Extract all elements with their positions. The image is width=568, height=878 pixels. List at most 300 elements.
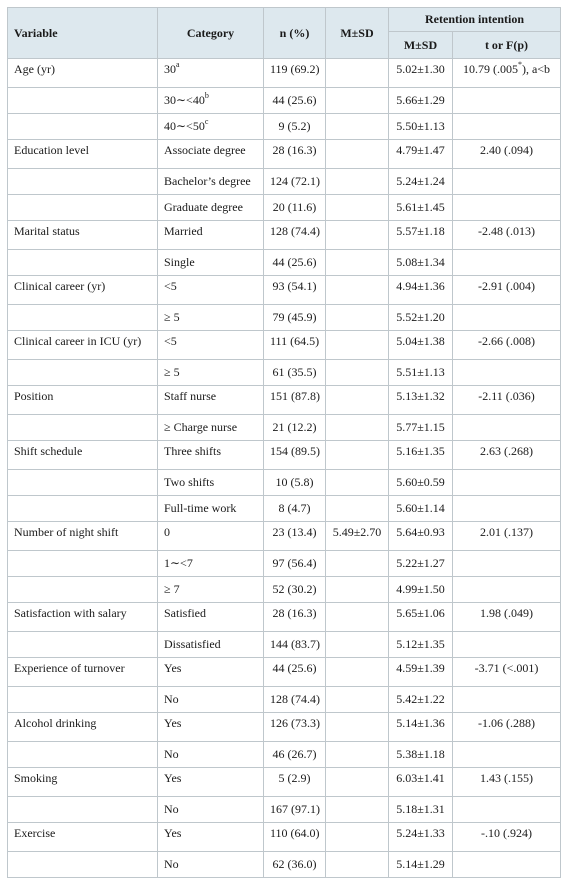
cell-retention-msd — [389, 577, 453, 603]
table-row — [8, 276, 561, 305]
table-row — [8, 415, 561, 441]
cell-retention-msd — [389, 250, 453, 276]
cell-retention-msd — [389, 331, 453, 360]
cell-variable — [8, 603, 158, 632]
cell-retention-test — [453, 250, 561, 276]
cell-n-percent-text: 110 (64.0) — [270, 826, 320, 840]
cell-msd — [326, 140, 389, 169]
cell-variable — [8, 169, 158, 195]
cell-category-text: Staff nurse — [164, 389, 217, 403]
cell-category — [158, 250, 264, 276]
cell-retention-msd-text: 4.79±1.47 — [396, 143, 445, 157]
cell-retention-msd — [389, 522, 453, 551]
cell-category — [158, 386, 264, 415]
cell-retention-msd — [389, 632, 453, 658]
cell-retention-test — [453, 852, 561, 878]
cell-variable — [8, 658, 158, 687]
cell-variable — [8, 59, 158, 88]
cell-retention-msd-text: 5.02±1.30 — [396, 62, 445, 76]
cell-n-percent — [264, 658, 326, 687]
cell-retention-msd-text: 5.52±1.20 — [396, 310, 445, 324]
cell-retention-msd-text: 5.51±1.13 — [396, 365, 445, 379]
cell-category — [158, 88, 264, 114]
cell-category-text: Single — [164, 255, 195, 269]
cell-msd — [326, 742, 389, 768]
cell-retention-test — [453, 470, 561, 496]
table-row — [8, 140, 561, 169]
cell-retention-test — [453, 169, 561, 195]
cell-category-text: Satisfied — [164, 606, 206, 620]
cell-variable — [8, 632, 158, 658]
cell-n-percent — [264, 713, 326, 742]
cell-category-text: ≥ 5 — [164, 365, 180, 379]
cell-retention-msd-text: 4.94±1.36 — [396, 279, 445, 293]
cell-retention-msd-text: 5.22±1.27 — [396, 556, 445, 570]
table-body — [8, 59, 561, 878]
cell-variable-text: Exercise — [14, 826, 56, 840]
cell-variable-text: Smoking — [14, 771, 58, 785]
cell-retention-test — [453, 386, 561, 415]
cell-msd — [326, 522, 389, 551]
cell-category — [158, 577, 264, 603]
cell-retention-msd-text: 5.08±1.34 — [396, 255, 445, 269]
cell-retention-test — [453, 88, 561, 114]
cell-retention-msd — [389, 603, 453, 632]
cell-n-percent — [264, 195, 326, 221]
cell-n-percent — [264, 797, 326, 823]
cell-n-percent — [264, 88, 326, 114]
cell-category — [158, 276, 264, 305]
cell-n-percent-text: 5 (2.9) — [278, 771, 311, 785]
cell-n-percent — [264, 470, 326, 496]
cell-retention-test-text: 1.43 (.155) — [480, 771, 533, 785]
header-retention-msd: M±SD — [389, 32, 453, 59]
cell-variable — [8, 250, 158, 276]
table-row — [8, 496, 561, 522]
cell-variable — [8, 140, 158, 169]
table-row — [8, 632, 561, 658]
cell-retention-msd — [389, 360, 453, 386]
cell-variable-text: Number of night shift — [14, 525, 119, 539]
table-row — [8, 470, 561, 496]
cell-category — [158, 415, 264, 441]
cell-n-percent — [264, 276, 326, 305]
cell-category-text: Bachelor’s degree — [164, 174, 251, 188]
cell-retention-msd-text: 5.24±1.24 — [396, 174, 445, 188]
cell-retention-test-text: -1.06 (.288) — [478, 716, 535, 730]
cell-n-percent — [264, 360, 326, 386]
cell-variable — [8, 522, 158, 551]
cell-retention-msd-text: 5.12±1.35 — [396, 637, 445, 651]
cell-retention-test — [453, 742, 561, 768]
cell-retention-test — [453, 551, 561, 577]
table-row — [8, 88, 561, 114]
cell-variable — [8, 114, 158, 140]
cell-n-percent — [264, 140, 326, 169]
cell-retention-msd — [389, 169, 453, 195]
cell-n-percent — [264, 415, 326, 441]
cell-retention-test — [453, 331, 561, 360]
cell-category-text: Yes — [164, 826, 182, 840]
cell-n-percent-text: 52 (30.2) — [272, 582, 317, 596]
cell-n-percent-text: 28 (16.3) — [272, 606, 317, 620]
cell-n-percent-text: 167 (97.1) — [270, 802, 320, 816]
cell-variable — [8, 577, 158, 603]
table-row — [8, 768, 561, 797]
cell-msd — [326, 305, 389, 331]
cell-retention-test-text: -2.48 (.013) — [478, 224, 535, 238]
cell-category-text: Two shifts — [164, 475, 215, 489]
cell-retention-msd-text: 5.60±1.14 — [396, 501, 445, 515]
table-row — [8, 250, 561, 276]
cell-retention-test-text: 10.79 (.005 — [462, 62, 518, 76]
cell-retention-msd-text: 5.13±1.32 — [396, 389, 445, 403]
cell-msd — [326, 441, 389, 470]
cell-msd — [326, 768, 389, 797]
cell-msd — [326, 195, 389, 221]
cell-n-percent — [264, 305, 326, 331]
cell-retention-msd-text: 5.18±1.31 — [396, 802, 445, 816]
cell-retention-msd — [389, 88, 453, 114]
table-row — [8, 852, 561, 878]
cell-category — [158, 360, 264, 386]
header-msd: M±SD — [326, 8, 389, 59]
cell-retention-test — [453, 59, 561, 88]
table-row — [8, 169, 561, 195]
cell-variable-text: Shift schedule — [14, 444, 83, 458]
cell-category — [158, 797, 264, 823]
cell-n-percent-text: 44 (25.6) — [272, 661, 317, 675]
cell-n-percent — [264, 59, 326, 88]
cell-category — [158, 221, 264, 250]
cell-retention-msd — [389, 496, 453, 522]
cell-category-superscript: c — [204, 117, 209, 126]
cell-retention-msd — [389, 687, 453, 713]
cell-category-text: <5 — [164, 279, 177, 293]
cell-n-percent — [264, 331, 326, 360]
cell-variable — [8, 470, 158, 496]
cell-n-percent-text: 61 (35.5) — [272, 365, 317, 379]
cell-category-text: Three shifts — [164, 444, 221, 458]
cell-msd — [326, 169, 389, 195]
cell-retention-msd — [389, 221, 453, 250]
cell-n-percent — [264, 852, 326, 878]
cell-category-text: <5 — [164, 334, 177, 348]
cell-variable — [8, 360, 158, 386]
cell-retention-msd — [389, 305, 453, 331]
cell-n-percent — [264, 577, 326, 603]
cell-retention-msd-text: 5.24±1.33 — [396, 826, 445, 840]
cell-variable-text: Clinical career in ICU (yr) — [14, 334, 142, 348]
cell-n-percent-text: 44 (25.6) — [272, 255, 317, 269]
table-row — [8, 551, 561, 577]
cell-n-percent-text: 23 (13.4) — [272, 525, 317, 539]
cell-retention-test-text: -.10 (.924) — [481, 826, 532, 840]
cell-retention-msd-text: 5.42±1.22 — [396, 692, 445, 706]
table-row — [8, 577, 561, 603]
cell-msd — [326, 496, 389, 522]
cell-n-percent-text: 93 (54.1) — [272, 279, 317, 293]
cell-n-percent — [264, 496, 326, 522]
cell-retention-msd — [389, 742, 453, 768]
cell-n-percent — [264, 221, 326, 250]
cell-retention-test — [453, 276, 561, 305]
cell-retention-test-superscript: * — [517, 60, 522, 69]
cell-category — [158, 305, 264, 331]
cell-n-percent — [264, 169, 326, 195]
cell-retention-test — [453, 823, 561, 852]
cell-variable — [8, 331, 158, 360]
cell-retention-msd — [389, 59, 453, 88]
cell-retention-test-tail: ), a<b — [521, 62, 551, 76]
cell-retention-msd — [389, 276, 453, 305]
cell-category-text: No — [164, 747, 179, 761]
header-retention-intention: Retention intention — [389, 8, 561, 32]
cell-variable — [8, 768, 158, 797]
cell-msd — [326, 551, 389, 577]
cell-variable — [8, 797, 158, 823]
cell-retention-msd-text: 5.16±1.35 — [396, 444, 445, 458]
cell-retention-test — [453, 305, 561, 331]
cell-retention-test-text: 2.01 (.137) — [480, 525, 533, 539]
cell-category — [158, 852, 264, 878]
cell-retention-test-text: -3.71 (<.001) — [474, 661, 539, 675]
cell-retention-test-text: 2.63 (.268) — [480, 444, 533, 458]
characteristics-table — [7, 7, 561, 878]
cell-category-text: Yes — [164, 661, 182, 675]
cell-category-text: No — [164, 857, 179, 871]
cell-variable — [8, 415, 158, 441]
cell-n-percent-text: 124 (72.1) — [270, 174, 320, 188]
table-row — [8, 603, 561, 632]
cell-n-percent-text: 21 (12.2) — [272, 420, 317, 434]
cell-variable — [8, 276, 158, 305]
cell-n-percent-text: 119 (69.2) — [270, 62, 320, 76]
cell-retention-msd — [389, 768, 453, 797]
cell-n-percent — [264, 551, 326, 577]
cell-retention-msd — [389, 797, 453, 823]
table-row — [8, 386, 561, 415]
cell-n-percent-text: 128 (74.4) — [270, 224, 320, 238]
cell-retention-test — [453, 797, 561, 823]
cell-msd — [326, 221, 389, 250]
cell-category — [158, 823, 264, 852]
cell-category-superscript: a — [176, 60, 180, 69]
cell-category-superscript: b — [204, 91, 209, 100]
table-row — [8, 331, 561, 360]
cell-n-percent — [264, 687, 326, 713]
cell-retention-msd — [389, 551, 453, 577]
cell-retention-test — [453, 713, 561, 742]
cell-category — [158, 713, 264, 742]
cell-n-percent — [264, 250, 326, 276]
cell-retention-test — [453, 577, 561, 603]
table-row — [8, 360, 561, 386]
cell-category-text: 40∼<50 — [164, 119, 205, 133]
cell-variable — [8, 195, 158, 221]
header-variable: Variable — [8, 8, 158, 59]
header-category: Category — [158, 8, 264, 59]
cell-retention-msd — [389, 195, 453, 221]
cell-variable — [8, 823, 158, 852]
header-n: n (%) — [264, 8, 326, 59]
cell-retention-msd — [389, 415, 453, 441]
cell-variable-text: Alcohol drinking — [14, 716, 97, 730]
cell-retention-msd — [389, 852, 453, 878]
cell-n-percent — [264, 823, 326, 852]
cell-msd — [326, 687, 389, 713]
cell-variable — [8, 441, 158, 470]
cell-retention-test — [453, 114, 561, 140]
cell-n-percent-text: 44 (25.6) — [272, 93, 317, 107]
cell-msd — [326, 823, 389, 852]
cell-retention-msd-text: 5.66±1.29 — [396, 93, 445, 107]
cell-retention-msd-text: 5.61±1.45 — [396, 200, 445, 214]
cell-n-percent-text: 79 (45.9) — [272, 310, 317, 324]
table-row — [8, 522, 561, 551]
cell-retention-test — [453, 441, 561, 470]
cell-n-percent-text: 28 (16.3) — [272, 143, 317, 157]
cell-n-percent — [264, 386, 326, 415]
cell-retention-msd-text: 5.04±1.38 — [396, 334, 445, 348]
cell-category-text: Married — [164, 224, 203, 238]
cell-category-text: No — [164, 802, 179, 816]
table-row — [8, 195, 561, 221]
cell-category — [158, 195, 264, 221]
cell-category — [158, 522, 264, 551]
cell-msd — [326, 88, 389, 114]
cell-n-percent — [264, 522, 326, 551]
cell-category-text: Graduate degree — [164, 200, 243, 214]
cell-retention-msd — [389, 823, 453, 852]
cell-category-text: Associate degree — [164, 143, 246, 157]
cell-category — [158, 632, 264, 658]
cell-n-percent — [264, 768, 326, 797]
table-row — [8, 823, 561, 852]
cell-category — [158, 603, 264, 632]
cell-category — [158, 140, 264, 169]
cell-n-percent-text: 97 (56.4) — [272, 556, 317, 570]
cell-retention-msd — [389, 470, 453, 496]
cell-category — [158, 551, 264, 577]
table-row — [8, 441, 561, 470]
cell-retention-test — [453, 603, 561, 632]
cell-category-text: 1∼<7 — [164, 556, 193, 570]
cell-n-percent-text: 62 (36.0) — [272, 857, 317, 871]
cell-retention-msd-text: 6.03±1.41 — [396, 771, 445, 785]
cell-retention-msd-text: 5.14±1.36 — [396, 716, 445, 730]
cell-n-percent-text: 20 (11.6) — [272, 200, 317, 214]
cell-category — [158, 687, 264, 713]
cell-n-percent-text: 10 (5.8) — [275, 475, 314, 489]
cell-msd — [326, 360, 389, 386]
cell-category-text: Dissatisfied — [164, 637, 221, 651]
cell-variable — [8, 496, 158, 522]
cell-category-text: Yes — [164, 716, 182, 730]
cell-retention-test — [453, 360, 561, 386]
table-row — [8, 742, 561, 768]
cell-retention-msd — [389, 713, 453, 742]
cell-n-percent — [264, 114, 326, 140]
cell-category — [158, 169, 264, 195]
table-row — [8, 59, 561, 88]
cell-n-percent-text: 111 (64.5) — [270, 334, 320, 348]
cell-retention-msd-text: 5.50±1.13 — [396, 119, 445, 133]
cell-retention-test — [453, 140, 561, 169]
cell-retention-msd-text: 5.14±1.29 — [396, 857, 445, 871]
cell-retention-msd-text: 5.64±0.93 — [396, 525, 445, 539]
cell-retention-test-text: -2.91 (.004) — [478, 279, 535, 293]
cell-category-text: No — [164, 692, 179, 706]
table-row — [8, 221, 561, 250]
cell-n-percent-text: 154 (89.5) — [270, 444, 320, 458]
cell-category-text: 0 — [164, 525, 170, 539]
cell-n-percent — [264, 603, 326, 632]
cell-retention-test — [453, 195, 561, 221]
cell-variable — [8, 852, 158, 878]
cell-variable — [8, 386, 158, 415]
cell-retention-msd — [389, 140, 453, 169]
cell-variable-text: Satisfaction with salary — [14, 606, 127, 620]
cell-n-percent — [264, 632, 326, 658]
cell-retention-test — [453, 496, 561, 522]
cell-msd — [326, 797, 389, 823]
cell-n-percent — [264, 441, 326, 470]
cell-msd — [326, 603, 389, 632]
cell-msd — [326, 386, 389, 415]
cell-retention-msd-text: 4.59±1.39 — [396, 661, 445, 675]
cell-variable — [8, 88, 158, 114]
table-row — [8, 305, 561, 331]
cell-category — [158, 114, 264, 140]
cell-msd — [326, 276, 389, 305]
cell-n-percent-text: 126 (73.3) — [270, 716, 320, 730]
cell-category — [158, 441, 264, 470]
cell-msd — [326, 632, 389, 658]
cell-retention-msd — [389, 114, 453, 140]
cell-n-percent-text: 151 (87.8) — [270, 389, 320, 403]
cell-category — [158, 331, 264, 360]
cell-retention-test-text: -2.11 (.036) — [478, 389, 535, 403]
cell-msd — [326, 415, 389, 441]
cell-n-percent-text: 144 (83.7) — [270, 637, 320, 651]
cell-retention-msd — [389, 386, 453, 415]
cell-n-percent-text: 9 (5.2) — [278, 119, 311, 133]
cell-variable-text: Experience of turnover — [14, 661, 125, 675]
cell-retention-test — [453, 415, 561, 441]
cell-variable — [8, 713, 158, 742]
cell-retention-test — [453, 768, 561, 797]
cell-msd — [326, 59, 389, 88]
cell-msd — [326, 713, 389, 742]
cell-variable — [8, 742, 158, 768]
cell-msd — [326, 470, 389, 496]
cell-retention-msd-text: 5.60±0.59 — [396, 475, 445, 489]
cell-retention-test — [453, 632, 561, 658]
cell-category-text: Yes — [164, 771, 182, 785]
cell-category — [158, 59, 264, 88]
cell-retention-msd-text: 4.99±1.50 — [396, 582, 445, 596]
cell-retention-test-text: -2.66 (.008) — [478, 334, 535, 348]
header-retention-test: t or F(p) — [453, 32, 561, 59]
cell-retention-test-text: 2.40 (.094) — [480, 143, 533, 157]
cell-msd — [326, 331, 389, 360]
cell-category — [158, 658, 264, 687]
cell-variable-text: Age (yr) — [14, 62, 55, 76]
cell-variable-text: Education level — [14, 143, 89, 157]
cell-variable-text: Marital status — [14, 224, 80, 238]
cell-variable — [8, 687, 158, 713]
